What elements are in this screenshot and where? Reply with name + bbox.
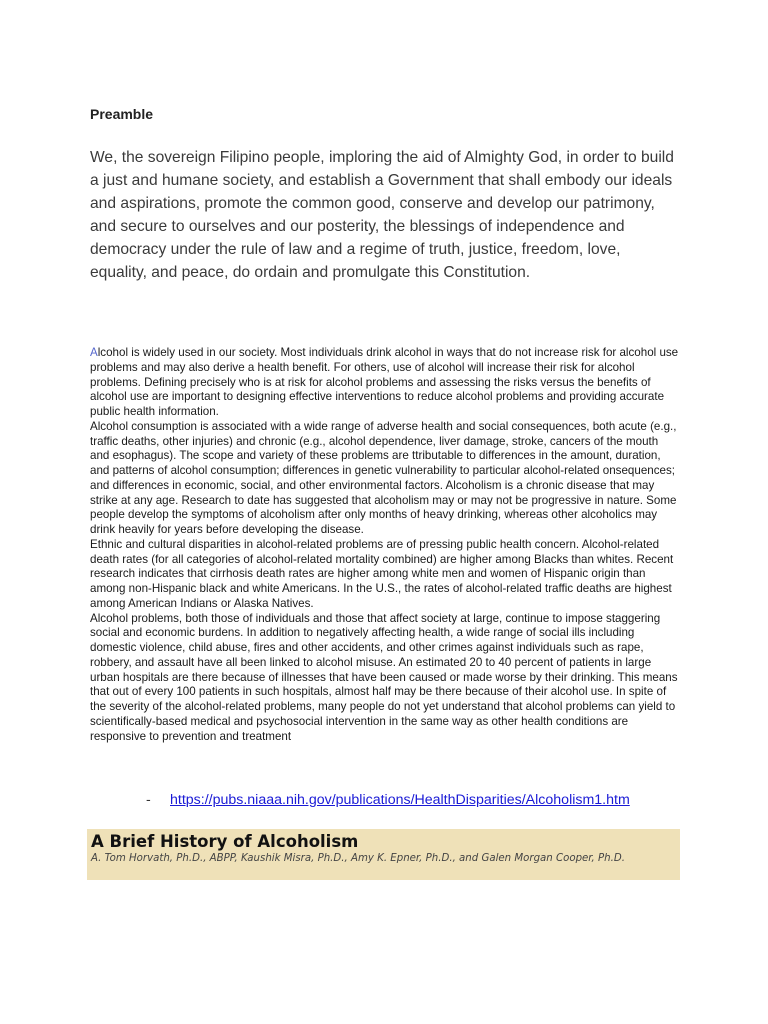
history-header-box	[87, 829, 680, 880]
preamble-text: We, the sovereign Filipino people, imploring the aid of Almighty God, in order to build a just and humane society, and establish a Government that shall embody our ideals and aspirations, promote the common good, conserve and develop our patrimony, and secure to ourselves and our posterity, the blessings of independence and democracy under the rule of law and a regime of truth, justice, freedom, love, equality, and peace, do ordain and promulgate this Constitution.	[90, 149, 674, 281]
alcohol-paragraph-3: Ethnic and cultural disparities in alcohol-related problems are of pressing public health concern. Alcohol-related death rates (for all categories of alcohol-related mortality combined) are higher among Blacks than whites. Recent research indicates that cirrhosis death rates are higher among white men and women of Hispanic origin than among non-Hispanic black and white Americans. In the U.S., the rates of alcohol-related traffic deaths are highest among American Indians or Alaska Natives.	[90, 537, 674, 610]
alcohol-paragraph-1-text: lcohol is widely used in our society. Most individuals drink alcohol in ways that do not increase risk for alcohol use problems and may also derive a health benefit. For others, use of alcohol will increase their risk for alcohol problems. Defining precisely who is at risk for alcohol problems and assessing the risks versus the benefits of alcohol use are important to designing effective interventions to reduce alcohol problems and providing accurate public health information.	[90, 346, 679, 418]
dropcap-letter: A	[90, 346, 98, 359]
alcohol-article-body	[90, 346, 680, 744]
source-link[interactable]: https://pubs.niaaa.nih.gov/publications/HealthDisparities/Alcoholism1.htm	[170, 792, 630, 808]
history-authors: A. Tom Horvath, Ph.D., ABPP, Kaushik Misra, Ph.D., Amy K. Epner, Ph.D., and Galen Morgan Cooper, Ph.D.	[91, 853, 625, 864]
alcohol-paragraph-2: Alcohol consumption is associated with a wide range of adverse health and social consequences, both acute (e.g., traffic deaths, other injuries) and chronic (e.g., alcohol dependence, liver damage, stroke, cancers of the mouth and esophagus). The scope and variety of these problems are ttributable to differences in the amount, duration, and patterns of alcohol consumption; differences in genetic vulnerability to particular alcohol-related onsequences; and differences in economic, social, and other environmental factors. Alcoholism is a chronic disease that may strike at any age. Research to date has suggested that alcoholism may or may not be progressive in nature. Some people develop the symptoms of alcoholism after only months of heavy drinking, whereas other alcoholics may drink heavily for years before developing the disease.	[90, 419, 677, 536]
alcohol-paragraph-1	[90, 346, 680, 420]
source-reference	[146, 790, 630, 810]
list-bullet: -	[146, 792, 151, 808]
history-title: A Brief History of Alcoholism	[91, 832, 359, 851]
alcohol-paragraph-4: Alcohol problems, both those of individuals and those that affect society at large, continue to impose staggering social and economic burdens. In addition to negatively affecting health, a wide range of social ills including domestic violence, child abuse, fires and other accidents, and other crimes against individuals such as rape, robbery, and assault have all been linked to alcohol misuse. An estimated 20 to 40 percent of patients in large urban hospitals are there because of illnesses that have been caused or made worse by their drinking. This means that out of every 100 patients in such hospitals, almost half may be there because of their alcohol use. In spite of the severity of the alcohol-related problems, many people do not yet understand that alcohol problems can yield to scientifically-based medical and psychosocial intervention in the same way as other health conditions are responsive to prevention and treatment	[90, 611, 678, 743]
preamble-heading: Preamble	[90, 106, 154, 122]
